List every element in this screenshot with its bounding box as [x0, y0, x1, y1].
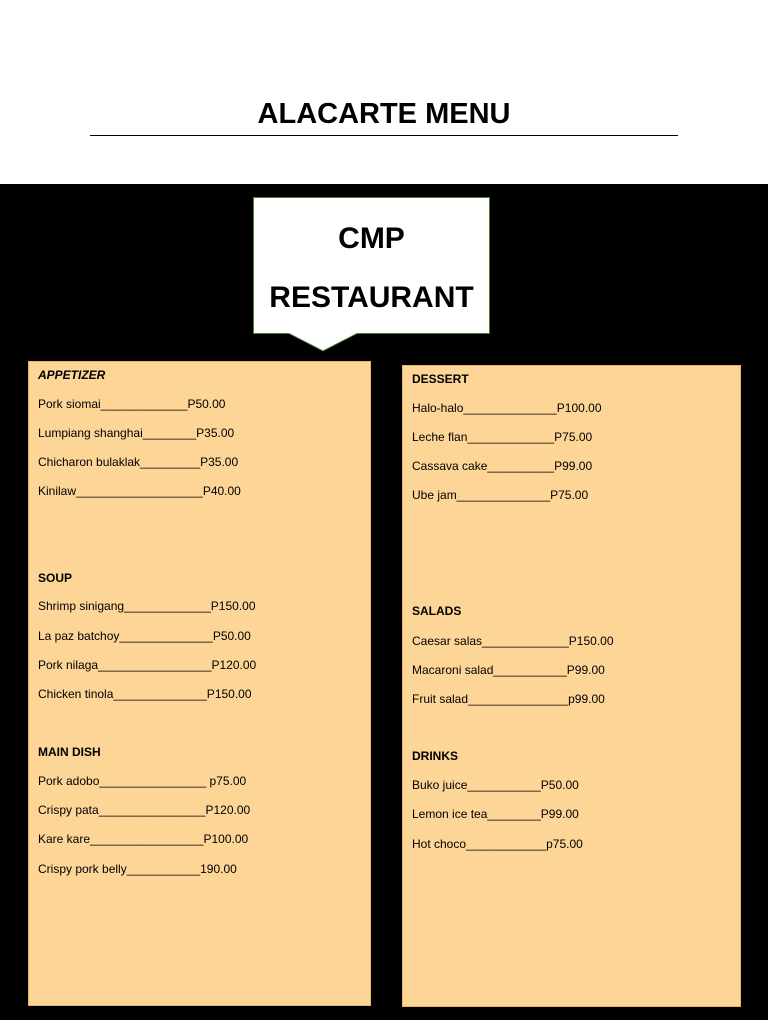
menu-item: Chicken tinola______________P150.00	[38, 687, 252, 701]
menu-item: Cassava cake__________P99.00	[412, 459, 593, 473]
restaurant-name-line-1: CMP	[338, 222, 405, 255]
menu-item: Lumpiang shanghai________P35.00	[38, 426, 235, 440]
menu-item: Caesar salas_____________P150.00	[412, 634, 614, 648]
menu-item: Buko juice___________P50.00	[412, 778, 579, 792]
menu-item: Kare kare_________________P100.00	[38, 832, 249, 846]
menu-item: La paz batchoy______________P50.00	[38, 629, 251, 643]
menu-item: Lemon ice tea________P99.00	[412, 807, 579, 821]
menu-item: Kinilaw___________________P40.00	[38, 484, 241, 498]
menu-item: Shrimp sinigang_____________P150.00	[38, 599, 256, 613]
menu-item: Crispy pork belly___________190.00	[38, 862, 237, 876]
menu-item: Crispy pata________________P120.00	[38, 803, 251, 817]
menu-item: Fruit salad_______________p99.00	[412, 692, 605, 706]
menu-item: Pork siomai_____________P50.00	[38, 397, 226, 411]
section-heading-main-dish: MAIN DISH	[38, 745, 101, 759]
menu-panel-right	[402, 365, 741, 1007]
menu-item: Hot choco____________p75.00	[412, 837, 583, 851]
title-underline	[90, 135, 678, 136]
menu-item: Leche flan_____________P75.00	[412, 430, 593, 444]
restaurant-name-callout	[253, 197, 490, 334]
menu-item: Halo-halo______________P100.00	[412, 401, 602, 415]
section-heading-salads: SALADS	[412, 604, 462, 618]
menu-item: Pork adobo________________ p75.00	[38, 774, 247, 788]
menu-item: Pork nilaga_________________P120.00	[38, 658, 257, 672]
callout-pointer	[288, 333, 358, 353]
menu-item: Ube jam______________P75.00	[412, 488, 589, 502]
menu-item: Chicharon bulaklak_________P35.00	[38, 455, 239, 469]
menu-panel-left	[28, 361, 371, 1006]
restaurant-name-line-2: RESTAURANT	[269, 281, 474, 314]
section-heading-appetizer: APPETIZER	[38, 368, 106, 382]
section-heading-drinks: DRINKS	[412, 749, 459, 763]
menu-item: Macaroni salad___________P99.00	[412, 663, 605, 677]
section-heading-soup: SOUP	[38, 571, 73, 585]
section-heading-dessert: DESSERT	[412, 372, 469, 386]
page-title: ALACARTE MENU	[257, 98, 511, 130]
